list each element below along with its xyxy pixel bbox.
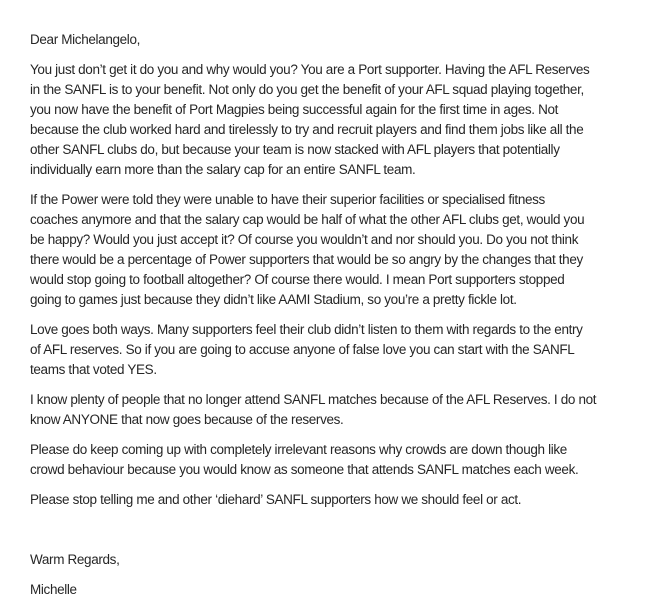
- text-line: I know plenty of people that no longer attend SANFL matches because of the AFL Reserves. I do not: [30, 392, 597, 407]
- text-line: You just don’t get it do you and why would you? You are a Port supporter. Having the AFL Reserves: [30, 62, 590, 77]
- signature: Michelle: [30, 582, 77, 597]
- text-line: If the Power were told they were unable to have their superior facilities or specialised fitness: [30, 192, 545, 207]
- text-line: crowd behaviour because you would know as someone that attends SANFL matches each week.: [30, 462, 579, 477]
- text-line: you now have the benefit of Port Magpies being successful again for the first time in ages. Not: [30, 102, 559, 117]
- paragraph-6: [30, 490, 636, 510]
- text-line: of AFL reserves. So if you are going to accuse anyone of false love you can start with the SANFL: [30, 342, 575, 357]
- paragraph-5: [30, 440, 636, 480]
- paragraph-4: [30, 390, 636, 430]
- text-line: teams that voted YES.: [30, 362, 157, 377]
- text-line: Love goes both ways. Many supporters feel their club didn’t listen to them with regards to the entry: [30, 322, 583, 337]
- text-line: Please stop telling me and other ‘diehard’ SANFL supporters how we should feel or act.: [30, 492, 522, 507]
- blank-line: [30, 520, 636, 540]
- text-line: in the SANFL is to your benefit. Not only do you get the benefit of your AFL squad playing together,: [30, 82, 584, 97]
- closing: Warm Regards,: [30, 552, 120, 567]
- text-line: because the club worked hard and tirelessly to try and recruit players and find them jobs like all the: [30, 122, 584, 137]
- text-line: going to games just because they didn’t like AAMI Stadium, so you’re a pretty fickle lot.: [30, 292, 517, 307]
- text-line: Please do keep coming up with completely irrelevant reasons why crowds are down though like: [30, 442, 567, 457]
- text-line: individually earn more than the salary cap for an entire SANFL team.: [30, 162, 416, 177]
- paragraph-3: [30, 320, 636, 380]
- text-line: be happy? Would you just accept it? Of course you wouldn’t and nor should you. Do you not think: [30, 232, 579, 247]
- paragraph-2: [30, 190, 636, 310]
- text-line: other SANFL clubs do, but because your team is now stacked with AFL players that potentially: [30, 142, 560, 157]
- text-line: know ANYONE that now goes because of the reserves.: [30, 412, 344, 427]
- paragraph-1: [30, 60, 636, 180]
- text-line: would stop going to football altogether? Of course there would. I mean Port supporters stopped: [30, 272, 565, 287]
- text-line: coaches anymore and that the salary cap would be half of what the other AFL clubs get, would you: [30, 212, 585, 227]
- text-line: there would be a percentage of Power supporters that would be so angry by the changes that they: [30, 252, 583, 267]
- greeting: Dear Michelangelo,: [30, 32, 141, 47]
